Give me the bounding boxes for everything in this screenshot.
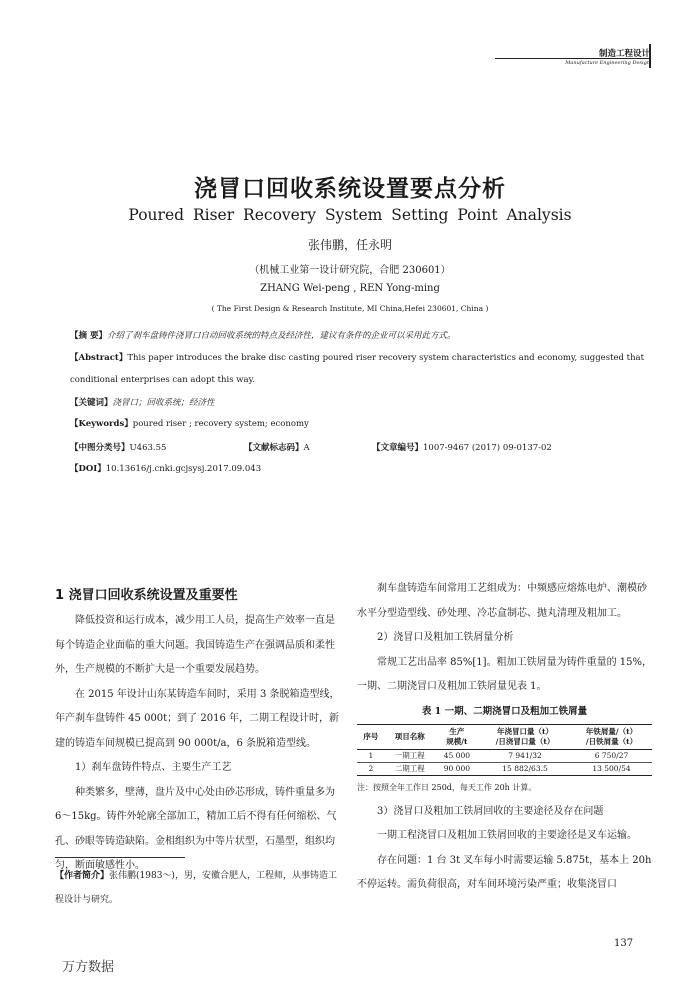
keywords-en-text: poured riser ; recovery system; economy	[132, 419, 309, 429]
article-number	[372, 441, 552, 453]
table-cell: 45 000	[435, 749, 479, 762]
abstract-cn	[70, 329, 455, 341]
footnote-text: 张伟鹏(1983～)，男，安徽合肥人，工程师，从事铸造工程设计与研究。	[55, 871, 337, 905]
classification-number	[70, 441, 166, 453]
paragraph: 存在问题：1 台 3t 叉车每小时需要运输 5.875t，基本上 20h 不停运转。需负荷很高，对车间环境污染严重；收集浇冒口	[357, 854, 652, 890]
abstract-en-continued: conditional enterprises can adopt this way.	[70, 375, 255, 385]
left-column	[55, 609, 343, 879]
abstract-en-text-1: This paper introduces the brake disc casting poured riser recovery system characteristics and economy, suggested that	[127, 353, 645, 363]
authors-en: ZHANG Wei-peng , REN Yong-ming	[260, 283, 440, 294]
table-header: 年铁屑量/（t） /日铁屑量（t）	[571, 724, 652, 749]
keywords-cn-text: 浇冒口；回收系统；经济性	[112, 398, 215, 408]
section-heading: 1 浇冒口回收系统设置及重要性	[55, 588, 238, 603]
subheading: 1）刹车盘铸件特点、主要生产工艺	[75, 762, 232, 773]
doi	[70, 462, 261, 474]
data-table	[357, 724, 652, 776]
paragraph: 常规工艺出品率 85%[1]。粗加工铁屑量为铸件重量的 15%，一期、二期浇冒口及粗加工铁屑量见表 1。	[357, 656, 652, 692]
keywords-en-label: 【Keywords】	[70, 419, 133, 429]
table-cell: 一期工程	[385, 749, 435, 762]
journal-header-en: Manufacture Engineering Design	[565, 60, 650, 66]
classification-label: 【中图分类号】	[70, 443, 130, 453]
document-code-label: 【文献标志码】	[244, 443, 304, 453]
table-row	[357, 762, 652, 775]
table-header: 项目名称	[385, 724, 435, 749]
classification-value: U463.55	[129, 443, 167, 453]
paragraph: 在 2015 年设计山东某铸造车间时，采用 3 条脱箱造型线，年产刹车盘铸件 45 000t；到了 2016 年，二期工程设计时，新建的铸造车间规模已提高到 90 000t/a，6 条脱箱造型线。	[55, 688, 340, 749]
keywords-cn	[70, 396, 215, 408]
title-en: Poured Riser Recovery System Setting Point Analysis	[128, 206, 572, 224]
page-number: 137	[614, 938, 634, 949]
author-footnote	[55, 864, 345, 912]
affiliation-cn: （机械工业第一设计研究院，合肥 230601）	[249, 265, 451, 276]
abstract-en	[70, 351, 644, 363]
keywords-en	[70, 417, 309, 429]
table-cell: 90 000	[435, 762, 479, 775]
table-cell: 15 882/63.5	[479, 762, 571, 775]
footnote-rule	[55, 857, 185, 858]
authors-cn: 张伟鹏，任永明	[307, 238, 392, 252]
article-number-label: 【文章编号】	[372, 443, 424, 453]
table-header: 序号	[357, 724, 385, 749]
table-cell: 6 750/27	[571, 749, 652, 762]
subheading: 3）浇冒口及粗加工铁屑回收的主要途径及存在问题	[377, 805, 604, 817]
table-cell: 二期工程	[385, 762, 435, 775]
table-cell: 1	[357, 749, 385, 762]
table-title: 表 1 一期、二期浇冒口及粗加工铁屑量	[421, 705, 588, 717]
doi-value: 10.13616/j.cnki.gcjsysj.2017.09.043	[105, 464, 262, 474]
right-column	[357, 577, 652, 898]
abstract-cn-label: 【摘 要】	[70, 331, 107, 341]
footnote-label: 【作者简介】	[55, 871, 110, 881]
title-cn: 浇冒口回收系统设置要点分析	[194, 176, 506, 202]
doi-label: 【DOI】	[70, 464, 106, 474]
table-cell: 13 500/54	[571, 762, 652, 775]
keywords-cn-label: 【关键词】	[70, 398, 113, 408]
document-code-value: A	[303, 443, 310, 453]
table-header: 生产 规模/t	[435, 724, 479, 749]
abstract-en-label: 【Abstract】	[70, 353, 128, 363]
table-header: 年浇冒口量（t） /日浇冒口量（t）	[479, 724, 571, 749]
article-number-value: 1007-9467 (2017) 09-0137-02	[423, 443, 552, 453]
paragraph: 刹车盘铸造车间常用工艺组成为：中频感应熔炼电炉、潮模砂水平分型造型线、砂处理、冷芯盒制芯、抛丸清理及粗加工。	[357, 583, 647, 619]
subheading: 2）浇冒口及粗加工铁屑量分析	[377, 632, 514, 643]
table-note: 注：按照全年工作日 250d，每天工作 20h 计算。	[357, 782, 537, 792]
table-row	[357, 749, 652, 762]
table-header-row	[357, 724, 652, 749]
affiliation-en: ( The First Design & Research Institute, MI China,Hefei 230601, China )	[211, 304, 489, 313]
journal-header-cn: 制造工程设计	[598, 49, 650, 59]
document-code	[244, 441, 310, 453]
abstract-cn-text: 介绍了刹车盘铸件浇冒口自动回收系统的特点及经济性，建议有条件的企业可以采用此方式。	[106, 331, 456, 341]
paragraph: 降低投资和运行成本，减少用工人员，提高生产效率一直是每个铸造企业面临的重大问题。我国铸造生产在强调品质和柔性外，生产规模的不断扩大是一个重要发展趋势。	[55, 615, 335, 675]
header-rule	[495, 58, 650, 59]
watermark: 万方数据	[62, 960, 115, 975]
paragraph: 一期工程浇冒口及粗加工铁屑回收的主要途径是叉车运输。	[377, 830, 637, 841]
table-cell: 7 941/32	[479, 749, 571, 762]
paragraph: 种类繁多，壁薄，盘片及中心处由砂芯形成，铸件重量多为 6～15kg。铸件外轮廓全部加工，精加工后不得有任何缩松、气孔、砂眼等铸造缺陷。金相组织为中等片状型，石墨型，组织均匀，断面敏感性小。	[55, 786, 337, 871]
table-cell: 2	[357, 762, 385, 775]
